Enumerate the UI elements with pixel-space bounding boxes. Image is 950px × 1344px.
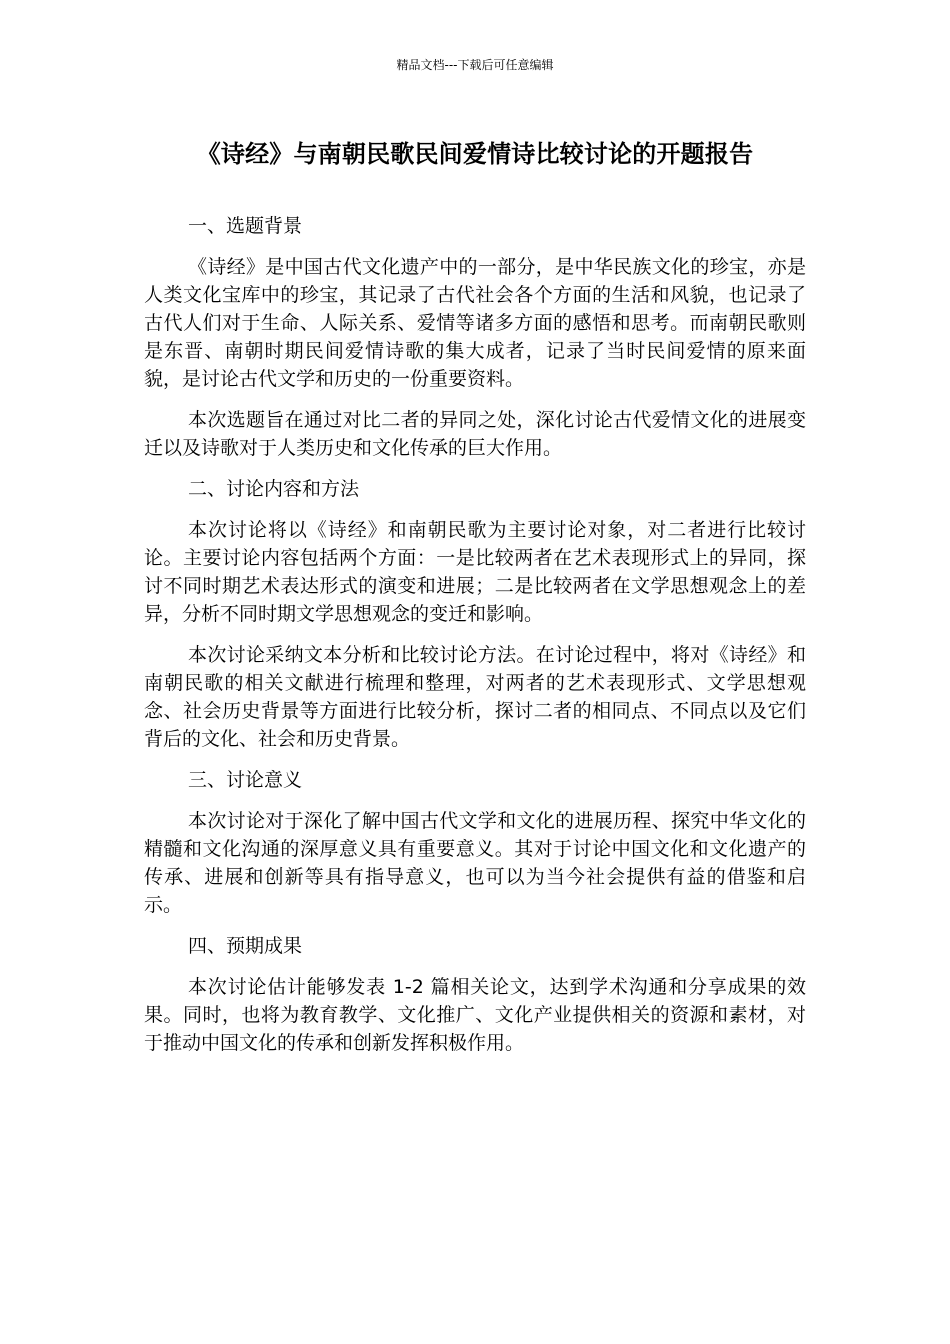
section-heading: 三、讨论意义 xyxy=(188,769,303,791)
section-background xyxy=(144,212,806,462)
section-significance xyxy=(144,766,806,919)
paragraph: 本次讨论采纳文本分析和比较讨论方法。在讨论过程中，将对《诗经》和南朝民歌的相关文献进行梳理和整理，对两者的艺术表现形式、文学思想观念、社会历史背景等方面进行比较分析，探讨二者的相同点、不同点以及它们背后的文化、社会和历史背景。 xyxy=(144,644,806,750)
document-body xyxy=(144,212,806,1070)
document-title: 《诗经》与南朝民歌民间爱情诗比较讨论的开题报告 xyxy=(196,140,754,168)
section-heading: 一、选题背景 xyxy=(188,215,303,237)
paragraph: 本次讨论对于深化了解中国古代文学和文化的进展历程、探究中华文化的精髓和文化沟通的深厚意义具有重要意义。其对于讨论中国文化和文化遗产的传承、进展和创新等具有指导意义，也可以为当今社会提供有益的借鉴和启示。 xyxy=(144,810,806,916)
paragraph: 本次讨论将以《诗经》和南朝民歌为主要讨论对象，对二者进行比较讨论。主要讨论内容包括两个方面：一是比较两者在艺术表现形式上的异同，探讨不同时期艺术表达形式的演变和进展；二是比较两者在文学思想观念上的差异，分析不同时期文学思想观念的变迁和影响。 xyxy=(144,519,806,625)
section-content-methods xyxy=(144,475,806,753)
section-heading: 二、讨论内容和方法 xyxy=(188,478,360,500)
page-header: 精品文档---下载后可任意编辑 xyxy=(396,58,554,72)
section-heading: 四、预期成果 xyxy=(188,935,303,957)
section-expected-results xyxy=(144,932,806,1057)
paragraph: 本次讨论估计能够发表 1-2 篇相关论文，达到学术沟通和分享成果的效果。同时，也将为教育教学、文化推广、文化产业提供相关的资源和素材，对于推动中国文化的传承和创新发挥积极作用。 xyxy=(144,976,806,1054)
paragraph: 《诗经》是中国古代文化遗产中的一部分，是中华民族文化的珍宝，亦是人类文化宝库中的珍宝，其记录了古代社会各个方面的生活和风貌，也记录了古代人们对于生命、人际关系、爱情等诸多方面的感悟和思考。而南朝民歌则是东晋、南朝时期民间爱情诗歌的集大成者，记录了当时民间爱情的原来面貌，是讨论古代文学和历史的一份重要资料。 xyxy=(144,256,806,390)
paragraph: 本次选题旨在通过对比二者的异同之处，深化讨论古代爱情文化的进展变迁以及诗歌对于人类历史和文化传承的巨大作用。 xyxy=(144,409,806,459)
